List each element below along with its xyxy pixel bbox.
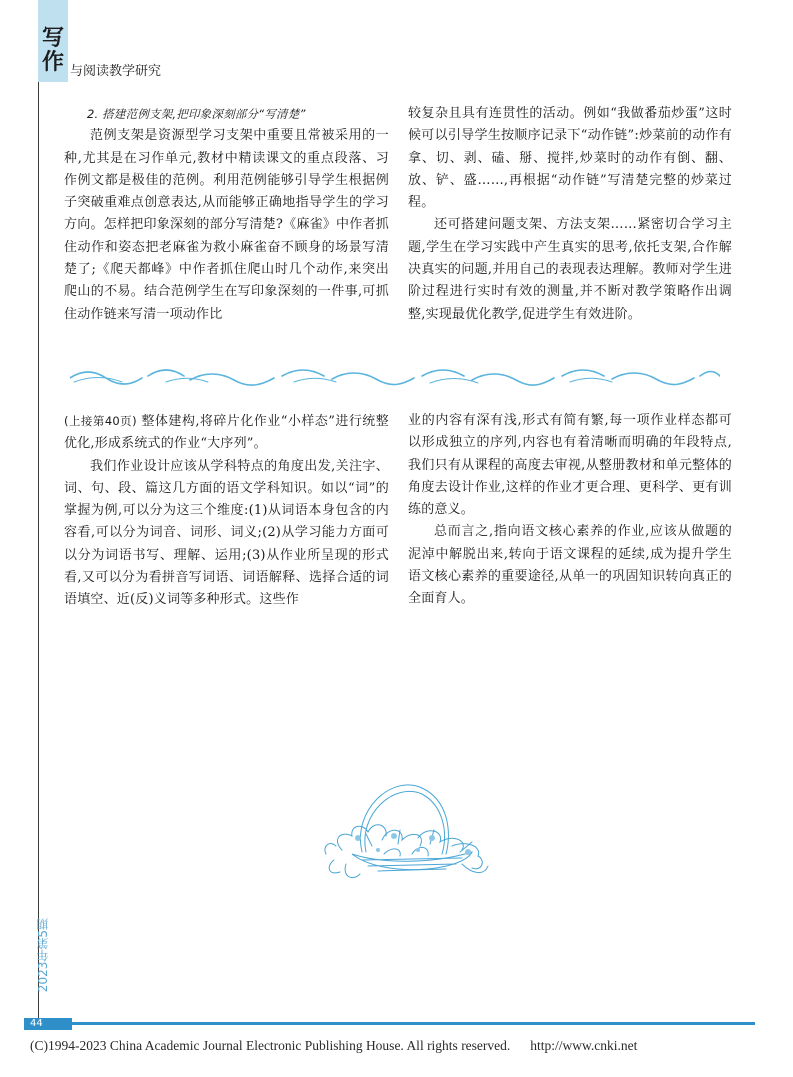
- copyright-text: (C)1994-2023 China Academic Journal Electronic Publishing House. All rights reserved.: [30, 1038, 511, 1053]
- paragraph: 较复杂且具有连贯性的活动。例如“我做番茄炒蛋”这时候可以引导学生按顺序记录下“动作链”:炒菜前的动作有拿、切、剥、磕、掰、搅拌,炒菜时的动作有倒、翻、放、铲、盛……,再根据“动作链”写清楚完整的炒菜过程。: [408, 106, 732, 211]
- footer-rule: [38, 1022, 755, 1025]
- paragraph-text: 整体建构,将碎片化作业“小样态”进行统整优化,形成系统式的作业“大序列”。: [64, 414, 389, 452]
- journal-subtitle: 与阅读教学研究: [70, 64, 162, 79]
- issue-label: 2023年第5期: [36, 918, 50, 993]
- column-lower-right: [408, 410, 732, 611]
- paragraph: 我们作业设计应该从学科特点的角度出发,关注字、词、句、段、篇这几方面的语文学科知识。如以“词”的掌握为例,可以分为这三个维度:(1)从词语本身包含的内容看,可以分为词音、词形、词义;(2)从学习能力方面可以分为词语书写、理解、运用;(3)从作业所呈现的形式看,又可以分为看拼音写词语、词语解释、选择合适的词语填空、近(反)义词等多种形式。这些作: [64, 458, 389, 608]
- column-upper-right: [408, 103, 732, 326]
- paragraph: [64, 410, 389, 456]
- column-lower-left: [64, 410, 389, 612]
- paragraph: 范例支架是资源型学习支架中重要且常被采用的一种,尤其是在习作单元,教材中精读课文的重点段落、习作例文都是极佳的范例。利用范例能够引导学生根据例子突破重难点创意表达,从而能够正确地指导学生的学习方向。怎样把印象深刻的部分写清楚?《麻雀》中作者抓住动作和姿态把老麻雀为救小麻雀奋不顾身的场景写清楚了;《爬天都峰》中作者抓住爬山时几个动作,来突出爬山的不易。结合范例学生在写印象深刻的一件事,可抓住动作链来写清一项动作比: [64, 128, 389, 322]
- left-margin-rule: [38, 82, 39, 1020]
- logo-char-zuo: 作: [41, 49, 64, 75]
- paragraph: 总而言之,指向语文核心素养的作业,应该从做题的泥淖中解脱出来,转向于语文课程的延续,成为提升学生语文核心素养的重要途径,从单一的巩固知识转向真正的全面育人。: [408, 524, 732, 607]
- journal-logo: [38, 26, 68, 74]
- logo-char-xie: 写: [41, 25, 64, 51]
- page-number: 44: [24, 1018, 72, 1030]
- paragraph: 业的内容有深有浅,形式有简有繁,每一项作业样态都可以形成独立的序列,内容也有着清晰而明确的年段特点,我们只有从课程的高度去审视,从整册教材和单元整体的角度去设计作业,这样的作业才更合理、更科学、更有训练的意义。: [408, 413, 732, 518]
- flower-basket-illustration: [322, 780, 492, 890]
- column-upper-left: [64, 103, 389, 326]
- cnki-url: http://www.cnki.net: [530, 1038, 638, 1053]
- wave-divider: [70, 366, 720, 388]
- continued-from-tag: (上接第40页): [64, 414, 137, 428]
- paragraph: 还可搭建问题支架、方法支架……紧密切合学习主题,学生在学习实践中产生真实的思考,依托支架,合作解决真实的问题,并用自己的表现表达理解。教师对学生进阶过程进行实时有效的测量,并不断对教学策略作出调整,实现最优化教学,促进学生有效进阶。: [408, 217, 732, 322]
- section-heading: 2. 搭建范例支架,把印象深刻部分“写清楚”: [87, 107, 306, 121]
- copyright-line: [30, 1038, 770, 1054]
